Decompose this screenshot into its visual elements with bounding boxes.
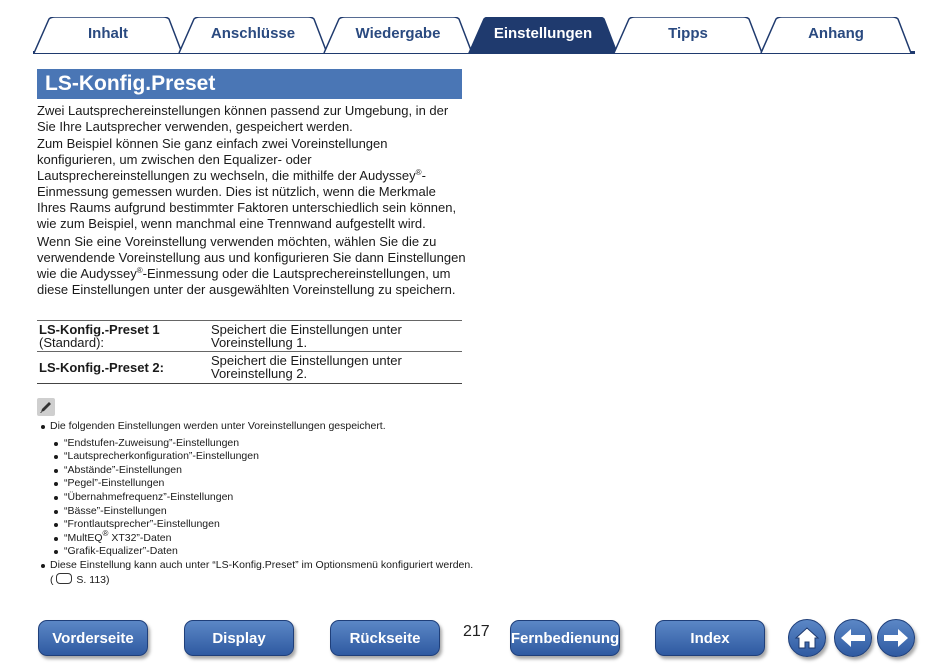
tab-label: Wiedergabe — [355, 24, 441, 42]
list-item: “Lautsprecherkonfiguration”-Einstellungen — [37, 450, 477, 464]
home-button[interactable] — [788, 619, 826, 657]
example-paragraph — [37, 136, 467, 232]
usage-paragraph — [37, 234, 467, 298]
intro-paragraph: Zwei Lautsprechereinstellungen können passend zur Umgebung, in der Sie Ihre Lautsprecher verwenden, gespeichert werden. — [37, 103, 449, 134]
pointing-hand-icon — [56, 573, 72, 584]
rueckseite-button[interactable]: Rückseite — [330, 620, 440, 656]
tab-label: Tipps — [668, 24, 708, 42]
tab-anschluesse[interactable] — [178, 17, 328, 53]
list-item: “Grafik-Equalizer”-Daten — [37, 545, 477, 559]
preset-name: LS-Konfig.-Preset 2: — [39, 359, 164, 375]
back-button[interactable] — [834, 619, 872, 657]
table-row — [37, 351, 462, 383]
preset-name: LS-Konfig.-Preset 1 — [39, 322, 160, 337]
list-item: “Endstufen-Zuweisung”-Einstellungen — [37, 437, 477, 451]
index-button[interactable]: Index — [655, 620, 765, 656]
table-row — [37, 321, 462, 351]
text-segment: XT32”-Daten — [108, 531, 172, 544]
pencil-icon — [37, 398, 55, 416]
display-button[interactable]: Display — [184, 620, 294, 656]
text-segment: “MultEQ — [64, 531, 103, 544]
list-item: “Frontlautsprecher”-Einstellungen — [37, 518, 477, 532]
preset-table — [37, 320, 462, 384]
arrow-left-icon — [839, 627, 867, 649]
home-icon — [794, 626, 820, 650]
list-item: “Abstände”-Einstellungen — [37, 464, 477, 478]
registered-mark: ® — [102, 528, 109, 538]
text-segment: -Einmessung gemessen wurden. Dies ist nützlich, wenn die Merkmale Ihres Raums aufgrund bestimmter Faktoren unterschiedlich sein können, wie zum Beispiel, wenn manchmal eine Trennwand aufgestellt wird. — [37, 168, 457, 231]
tab-label: Anschlüsse — [210, 24, 296, 42]
text-segment: Diese Einstellung kann auch unter “LS-Konfig.Preset” im Optionsmenü konfiguriert werden. ( — [50, 558, 474, 586]
forward-button[interactable] — [877, 619, 915, 657]
preset-note: (Standard): — [39, 335, 105, 350]
tab-bar — [0, 0, 950, 56]
text-segment: -Einmessung oder die Lautsprechereinstellungen, um diese Einstellungen unter der ausgewählten Voreinstellung zu speichern. — [37, 266, 456, 297]
arrow-right-icon — [882, 627, 910, 649]
table-value: Speichert die Einstellungen unter Voreinstellung 2. — [211, 353, 402, 381]
list-item: “Bässe”-Einstellungen — [37, 505, 477, 519]
list-item: “Pegel”-Einstellungen — [37, 477, 477, 491]
notes-section — [37, 420, 477, 587]
text-segment: Wenn Sie eine Voreinstellung verwenden möchten, wählen Sie die zu verwendende Voreinstellung aus und konfigurieren Sie dann Einstellungen wie die Audyssey — [37, 234, 466, 281]
tab-label: Inhalt — [88, 24, 128, 42]
fernbedienung-button[interactable]: Fernbedienung — [510, 620, 620, 656]
tab-inhalt[interactable] — [33, 17, 183, 53]
tab-einstellungen[interactable] — [468, 17, 618, 53]
text-segment: Zum Beispiel können Sie ganz einfach zwei Voreinstellungen konfigurieren, um zwischen den Equalizer- oder Lautsprechereinstellungen zu wechseln, die mithilfe der Audyssey — [37, 136, 416, 183]
table-key — [37, 321, 209, 351]
registered-mark: ® — [415, 168, 422, 177]
vorderseite-button[interactable]: Vorderseite — [38, 620, 148, 656]
table-value: Speichert die Einstellungen unter Voreinstellung 1. — [211, 322, 402, 350]
list-item — [37, 559, 477, 587]
list-item — [37, 528, 477, 546]
registered-mark: ® — [136, 266, 143, 275]
tab-anhang[interactable] — [760, 17, 912, 53]
list-item: Die folgenden Einstellungen werden unter Voreinstellungen gespeichert. — [37, 420, 477, 434]
page-title: LS-Konfig.Preset — [37, 69, 462, 99]
list-item: “Übernahmefrequenz”-Einstellungen — [37, 491, 477, 505]
tab-tipps[interactable] — [613, 17, 763, 53]
page-number: 217 — [463, 623, 490, 640]
tab-label: Einstellungen — [493, 24, 593, 42]
tab-label: Anhang — [808, 24, 864, 42]
tab-wiedergabe[interactable] — [323, 17, 473, 53]
table-key — [37, 352, 209, 383]
page-reference-link[interactable]: S. 113) — [73, 573, 110, 586]
